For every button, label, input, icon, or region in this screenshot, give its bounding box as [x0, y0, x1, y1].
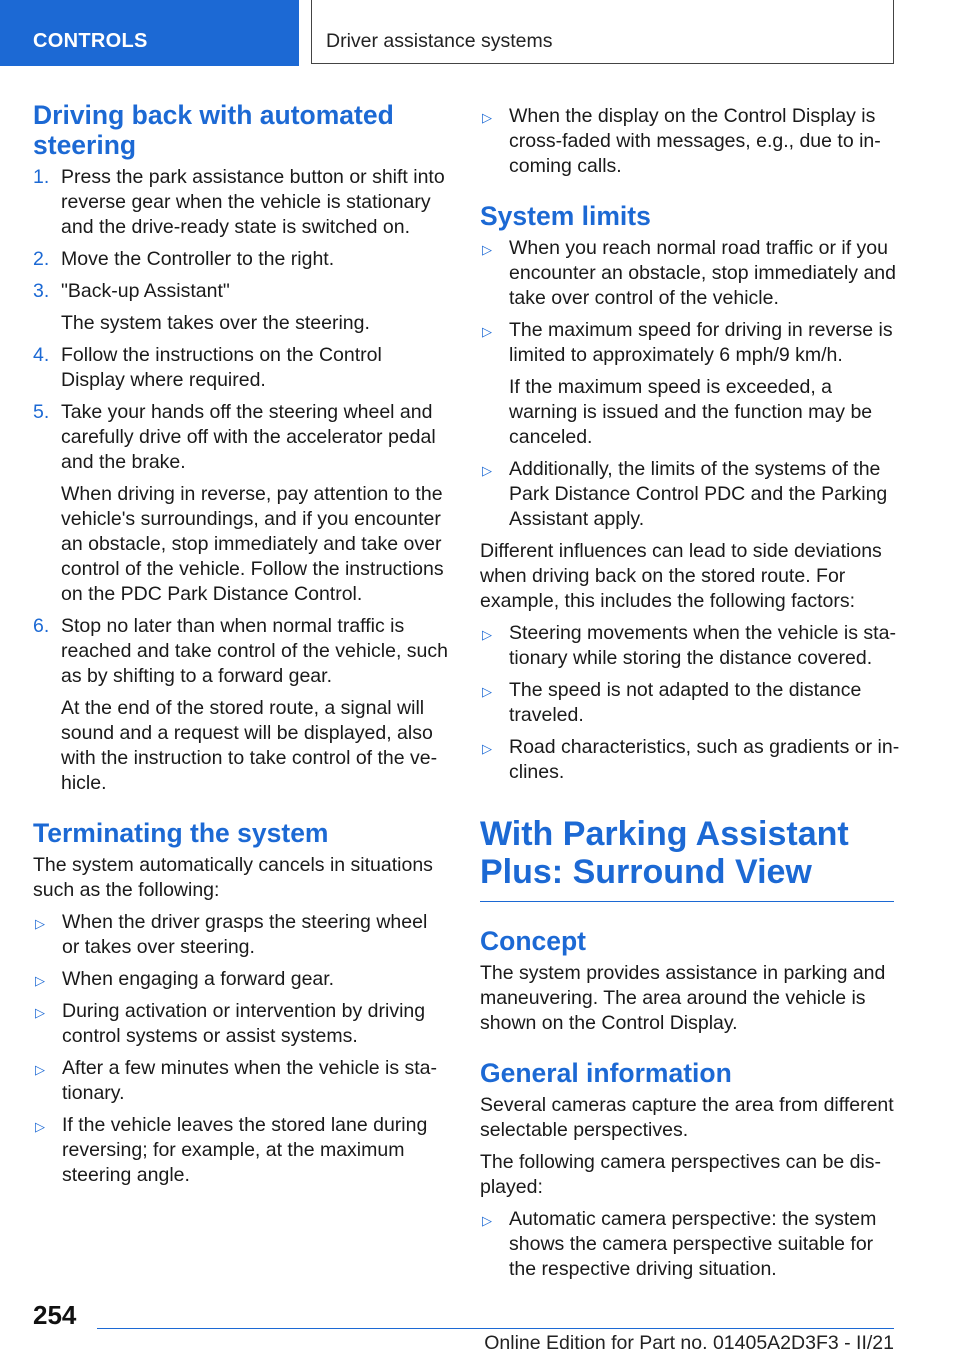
heading-driving-back: Driving back with automated steering — [33, 100, 394, 160]
triangle-bullet-icon: ▷ — [482, 463, 492, 478]
influences-intro: Different influences can lead to side deviations when driving back on the stored route. For example, this includes the following factors: — [480, 540, 882, 612]
terminating-list — [33, 910, 448, 1188]
list-item — [480, 735, 900, 785]
list-item-subtext: If the maximum speed is exceeded, a warning is issued and the function may be canceled. — [509, 376, 873, 448]
list-item — [33, 1113, 448, 1188]
step-number: 5. — [33, 401, 50, 423]
heading-rule — [480, 901, 894, 902]
section-tab — [0, 0, 299, 66]
triangle-bullet-icon: ▷ — [482, 684, 492, 699]
step-text: Stop no later than when normal traffic is reached and take control of the vehicle, such as by shifting to a forward gear. — [61, 615, 448, 687]
step-item — [33, 400, 448, 607]
list-item — [480, 621, 900, 671]
general-text-2: The following camera perspectives can be displayed: — [480, 1151, 882, 1198]
list-item-text: The maximum speed for driving in reverse is limited to approximately 6 mph/9 km/h. — [509, 319, 893, 366]
list-item — [480, 457, 900, 532]
step-number: 6. — [33, 615, 50, 637]
triangle-bullet-icon: ▷ — [35, 1119, 45, 1134]
list-item — [33, 967, 448, 992]
triangle-bullet-icon: ▷ — [35, 916, 45, 931]
left-column — [33, 100, 448, 1195]
step-subtext: When driving in reverse, pay attention to the vehicle's surroundings, and if you encounter an obstacle, stop immediately and take over control of the vehicle. Follow the instructions on the PDC Park Distance Control. — [61, 483, 444, 605]
step-item — [33, 343, 448, 393]
list-item — [480, 104, 900, 179]
triangle-bullet-icon: ▷ — [35, 1062, 45, 1077]
influences-list — [480, 621, 900, 785]
right-column — [480, 104, 900, 1289]
list-item-text: Automatic camera perspective: the system shows the camera perspective suitable for the respective driving situation. — [509, 1208, 877, 1280]
page-number: 254 — [33, 1300, 77, 1330]
step-subtext: The system takes over the steering. — [61, 312, 370, 334]
terminating-intro: The system automatically cancels in situations such as the following: — [33, 854, 433, 901]
list-item — [33, 1056, 448, 1106]
list-item — [480, 678, 900, 728]
step-item — [33, 165, 448, 240]
step-text: Follow the instructions on the Control Display where required. — [61, 344, 382, 391]
triangle-bullet-icon: ▷ — [35, 1005, 45, 1020]
list-item-text: When engaging a forward gear. — [62, 968, 335, 990]
step-number: 2. — [33, 248, 50, 270]
concept-text: The system provides assistance in parking and maneuvering. The area around the vehicle is shown on the Control Display. — [480, 962, 886, 1034]
step-item — [33, 614, 448, 796]
chapter-tab — [311, 0, 894, 64]
triangle-bullet-icon: ▷ — [482, 627, 492, 642]
list-item — [33, 999, 448, 1049]
step-text: Press the park assistance button or shift into reverse gear when the vehicle is stationary and the drive-ready state is switched on. — [61, 166, 445, 238]
list-item-text: During activation or intervention by driving control systems or assist systems. — [62, 1000, 426, 1047]
list-item-text: When the driver grasps the steering wheel or takes over steering. — [62, 911, 428, 958]
step-number: 3. — [33, 280, 50, 302]
triangle-bullet-icon: ▷ — [482, 324, 492, 339]
footer-rule — [97, 1328, 894, 1329]
list-item — [480, 236, 900, 311]
step-text: "Back-up Assistant" — [61, 280, 230, 302]
list-item-text: After a few minutes when the vehicle is stationary. — [62, 1057, 438, 1104]
list-item — [480, 318, 900, 450]
step-text: Take your hands off the steering wheel and carefully drive off with the accelerator pedal and the brake. — [61, 401, 436, 473]
list-item — [480, 1207, 900, 1282]
triangle-bullet-icon: ▷ — [482, 741, 492, 756]
triangle-bullet-icon: ▷ — [482, 110, 492, 125]
chapter-label: Driver assistance systems — [326, 30, 553, 52]
list-item-text: Road characteristics, such as gradients or inclines. — [509, 736, 900, 783]
list-item-text: The speed is not adapted to the distance traveled. — [509, 679, 862, 726]
list-item-text: If the vehicle leaves the stored lane during reversing; for example, at the maximum steering angle. — [62, 1114, 428, 1186]
triangle-bullet-icon: ▷ — [482, 1213, 492, 1228]
step-subtext: At the end of the stored route, a signal will sound and a request will be displayed, also with the instruction to take control of the vehicle. — [61, 697, 438, 794]
heading-concept: Concept — [480, 926, 586, 956]
step-text: Move the Controller to the right. — [61, 248, 335, 270]
step-item — [33, 247, 448, 272]
steps-list — [33, 165, 448, 796]
step-number: 1. — [33, 166, 50, 188]
triangle-bullet-icon: ▷ — [482, 242, 492, 257]
general-text-1: Several cameras capture the area from different selectable perspectives. — [480, 1094, 894, 1141]
triangle-bullet-icon: ▷ — [35, 973, 45, 988]
heading-surround-view: With Parking Assistant Plus: Surround View — [480, 815, 849, 891]
heading-system-limits: System limits — [480, 201, 651, 231]
step-number: 4. — [33, 344, 50, 366]
limits-list — [480, 236, 900, 532]
list-item — [33, 910, 448, 960]
list-item-text: When you reach normal road traffic or if you encounter an obstacle, stop immediately and take over control of the vehicle. — [509, 237, 896, 309]
list-item-text: When the display on the Control Display is cross-faded with messages, e.g., due to incoming calls. — [509, 105, 881, 177]
section-label: CONTROLS — [33, 30, 148, 52]
heading-terminating: Terminating the system — [33, 818, 329, 848]
list-item-text: Steering movements when the vehicle is stationary while storing the distance covered. — [509, 622, 896, 669]
edition-note: Online Edition for Part no. 01405A2D3F3 - II/21 — [484, 1332, 894, 1354]
heading-general-information: General information — [480, 1058, 732, 1088]
step-item — [33, 279, 448, 336]
list-item-text: Additionally, the limits of the systems of the Park Distance Control PDC and the Parking Assistant apply. — [509, 458, 888, 530]
